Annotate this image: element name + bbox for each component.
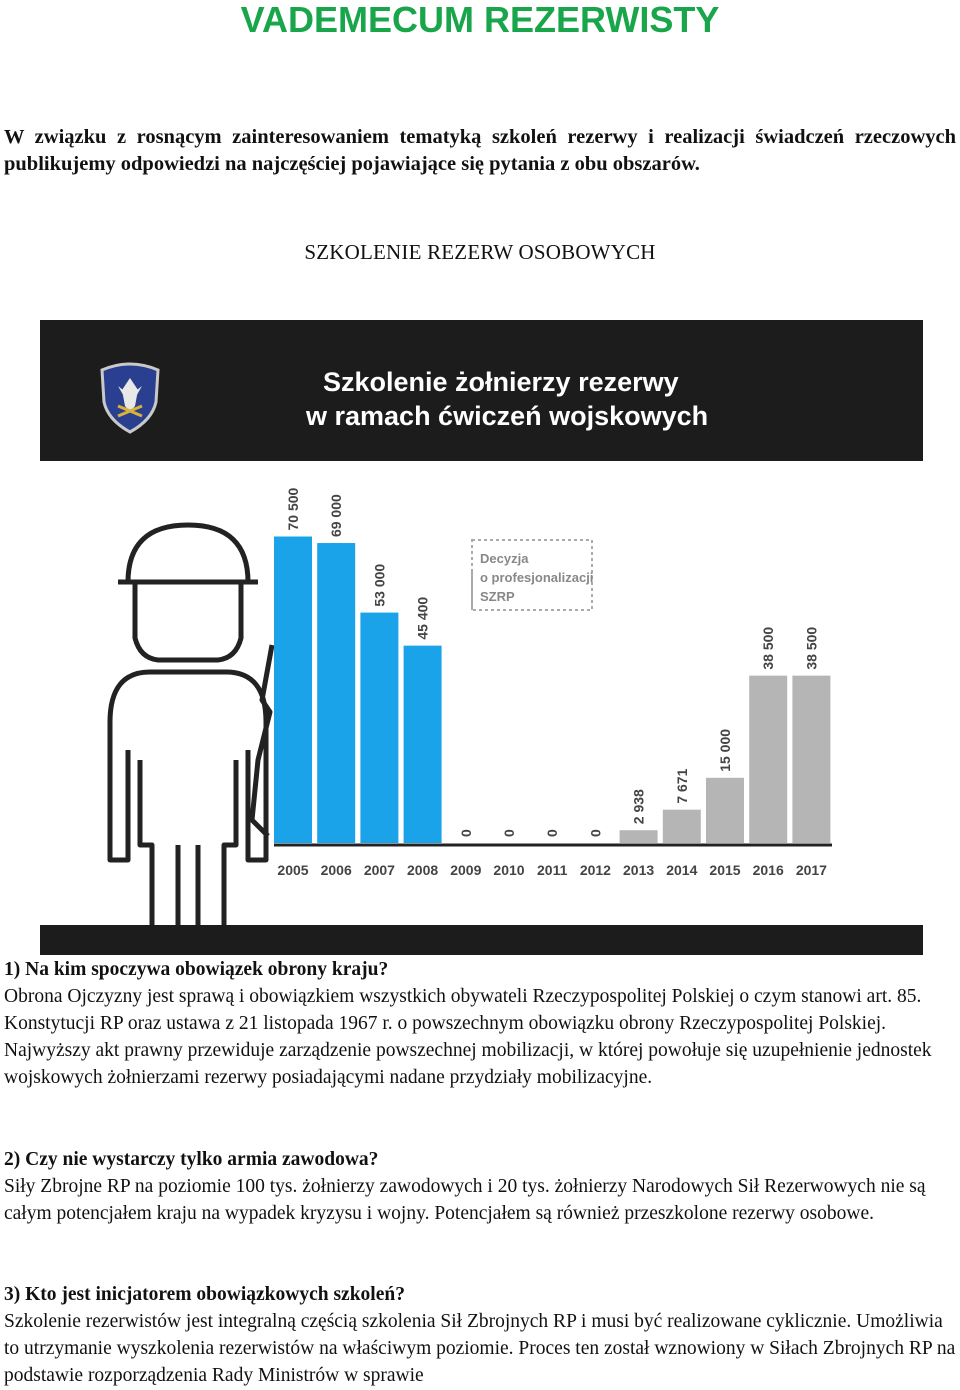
reserve-training-chart — [40, 320, 923, 955]
bar-2006 — [317, 543, 355, 843]
annotation-line-2: o profesjonalizacji — [480, 570, 594, 585]
annotation-line-1: Decyzja — [480, 551, 529, 566]
banner-title-line1: Szkolenie żołnierzy rezerwy — [323, 367, 679, 397]
year-label-2009: 2009 — [450, 862, 482, 878]
value-label-2012: 0 — [587, 829, 604, 837]
annotation-line-3: SZRP — [480, 589, 515, 604]
bar-2015 — [706, 778, 744, 843]
bar-2016 — [749, 676, 787, 843]
value-label-2005: 70 500 — [285, 487, 301, 531]
professionalization-annotation — [472, 540, 593, 610]
bar-2007 — [360, 613, 398, 843]
value-label-2013: 2 938 — [630, 789, 647, 825]
bars-layer — [274, 487, 830, 878]
value-label-2009: 0 — [457, 829, 474, 837]
year-label-2011: 2011 — [537, 862, 568, 878]
infographic — [40, 320, 923, 955]
intro-paragraph: W związku z rosnącym zainteresowaniem tematyką szkoleń rezerwy i realizacji świadczeń rzeczowych publikujemy odpowiedzi na najczęściej pojawiające się pytania z obu obszarów. — [4, 126, 956, 175]
year-label-2008: 2008 — [407, 862, 439, 878]
year-label-2005: 2005 — [277, 862, 309, 878]
year-label-2014: 2014 — [666, 862, 698, 878]
bar-2005 — [274, 537, 312, 843]
question-2: 2) Czy nie wystarczy tylko armia zawodowa? — [4, 1149, 379, 1170]
soldier-silhouette-icon — [110, 525, 272, 940]
answer-2: Siły Zbrojne RP na poziomie 100 tys. żołnierzy zawodowych i 20 tys. żołnierzy Narodowych Sił Rezerwowych nie są całym potencjałem kraju na wypadek kryzysu i wojny. Potencjałem są również przeszkolone rezerwy osobowe. — [4, 1176, 926, 1224]
value-label-2010: 0 — [501, 829, 517, 837]
value-label-2006: 69 000 — [328, 494, 345, 538]
year-label-2006: 2006 — [320, 862, 352, 878]
qa-item-1 — [4, 956, 959, 1091]
value-label-2007: 53 000 — [371, 563, 388, 607]
document-title: VADEMECUM REZERWISTY — [240, 0, 720, 40]
year-label-2012: 2012 — [579, 862, 611, 878]
footer-strip — [40, 925, 923, 955]
year-label-2016: 2016 — [752, 862, 784, 878]
qa-item-3 — [4, 1281, 959, 1389]
year-label-2013: 2013 — [623, 862, 655, 878]
year-label-2010: 2010 — [493, 862, 525, 878]
banner-title-line2: w ramach ćwiczeń wojskowych — [306, 401, 709, 431]
section-heading: SZKOLENIE REZERW OSOBOWYCH — [304, 240, 656, 264]
value-label-2017: 38 500 — [803, 626, 820, 670]
question-1: 1) Na kim spoczywa obowiązek obrony kraju? — [4, 959, 389, 980]
value-label-2008: 45 400 — [414, 596, 431, 640]
value-label-2011: 0 — [544, 829, 561, 837]
answer-1: Obrona Ojczyzny jest sprawą i obowiązkiem wszystkich obywateli Rzeczypospolitej Polskiej o czym stanowi art. 85. Konstytucji RP oraz ustawa z 21 listopada 1967 r. o powszechnym obowiązku obrony Rzeczypospolitej Polskiej. Najwyższy akt prawny przewiduje zarządzenie powszechnej mobilizacji, w której powołuje się uzupełnienie jednostek wojskowych żołnierzami rezerwy posiadającymi nadane przydziały mobilizacyjne. — [4, 986, 932, 1088]
year-label-2015: 2015 — [709, 862, 741, 878]
qa-item-2 — [4, 1146, 959, 1227]
bar-2013 — [620, 830, 658, 843]
answer-3: Szkolenie rezerwistów jest integralną częścią szkolenia Sił Zbrojnych RP i musi być realizowane cyklicznie. Umożliwia to utrzymanie wyszkolenia rezerwistów na właściwym poziomie. Proces ten został wznowiony w Siłach Zbrojnych RP na podstawie rozporządzenia Rady Ministrów w sprawie — [4, 1311, 956, 1386]
year-label-2017: 2017 — [795, 862, 827, 878]
value-label-2015: 15 000 — [717, 728, 733, 772]
question-3: 3) Kto jest inicjatorem obowiązkowych szkoleń? — [4, 1284, 405, 1305]
value-label-2016: 38 500 — [760, 626, 777, 670]
year-label-2007: 2007 — [363, 862, 395, 878]
value-label-2014: 7 671 — [673, 768, 690, 804]
bar-2008 — [404, 646, 442, 843]
bar-2017 — [792, 676, 830, 843]
bar-2014 — [663, 810, 701, 843]
